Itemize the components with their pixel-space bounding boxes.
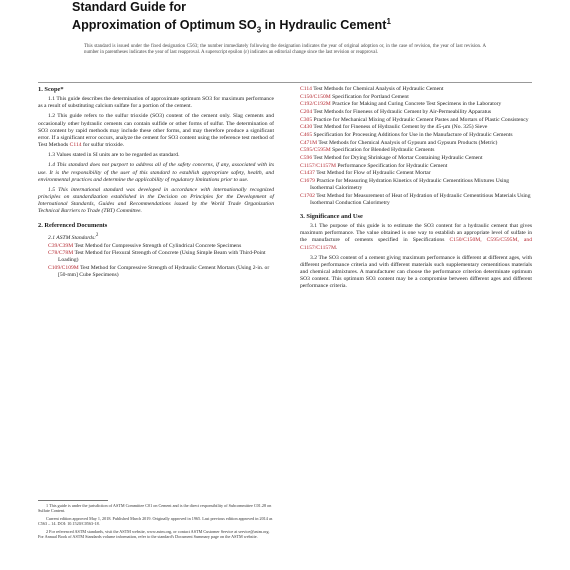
footnote-divider	[38, 500, 108, 501]
reference-item	[300, 178, 532, 192]
left-column	[38, 86, 274, 280]
left-reference-list	[38, 243, 274, 280]
scope-heading: 1. Scope*	[38, 86, 64, 93]
reference-title: Specification for Processing Additions for Use in the Manufacture of Hydraulic Cements	[312, 131, 513, 138]
reference-item	[300, 132, 532, 139]
link-c114[interactable]: C114	[69, 142, 82, 149]
reference-title: Specification for Portland Cement	[330, 93, 409, 100]
reference-title: Test Method for Drying Shrinkage of Mortar Containing Hydraulic Cement	[312, 154, 483, 161]
title-line-2: Approximation of Optimum $SO_3$ in Hydraulic Cement$^1$	[72, 16, 391, 35]
para-1-4: 1.4 This standard does not purport to address all of the safety concerns, if any, associated with its use. It is the responsibility of the user of this standard to establish appropriate safety, health, and environmental practices and determine the applicability of regulatory limitations prior to use.	[38, 162, 274, 183]
reference-item	[300, 101, 532, 108]
title-block	[72, 0, 542, 38]
right-reference-list	[300, 86, 532, 207]
reference-code-link[interactable]: C78/C78M	[48, 250, 74, 257]
footnote-1b: Current edition approved May 1, 2018. Published March 2019. Originally approved in 1965. Last previous edition approved in 2014 as C563 – 14. DOI: 10.1520/C0563-18.	[38, 515, 273, 527]
reference-title: Test Methods for Fineness of Hydraulic Cement by Air-Permeability Apparatus	[312, 108, 492, 115]
reference-code-link[interactable]: C39/C39M	[48, 242, 74, 249]
reference-code-link[interactable]: C204	[300, 108, 313, 115]
right-column	[300, 86, 532, 294]
reference-item	[300, 193, 532, 207]
reference-item	[300, 117, 532, 124]
reference-item	[300, 109, 532, 116]
reference-code-link[interactable]: C1702	[300, 192, 315, 199]
reference-title: Test Methods for Chemical Analysis of Gypsum and Gypsum Products (Metric)	[317, 139, 498, 146]
reference-title: Test Method for Compressive Strength of Hydraulic Cement Mortars (Using 2-in. or [50-mm] Cube Specimens)	[58, 265, 270, 279]
reference-title: Performance Specification for Hydraulic Cement	[335, 162, 448, 169]
reference-title: Test Method for Measurement of Heat of Hydration of Hydraulic Cementitious Materials Using Isothermal Conduction Calorimetry	[310, 192, 531, 206]
reference-item	[300, 124, 532, 131]
reference-title: Practice for Making and Curing Concrete Test Specimens in the Laboratory	[330, 101, 502, 108]
reference-code-link[interactable]: C1437	[300, 170, 315, 177]
reference-title: Specification for Blended Hydraulic Cements	[330, 147, 435, 154]
reference-code-link[interactable]: C1679	[300, 177, 315, 184]
para-3-2: 3.2 The SO3 content of a cement giving maximum performance is different at different ages, with different performance criteria and with different materials such supplementary cementitious materials and chemical admixtures. A manufacturer can choose the performance criterion determinate optimum SO3 content. This optimum SO3 content may be a compromise between different ages and different performance criteria.	[300, 254, 532, 290]
reference-item	[300, 140, 532, 147]
reference-item	[300, 94, 532, 101]
reference-code-link[interactable]: C465	[300, 131, 313, 138]
astm-standards-label: 2.1 ASTM Standards:$^2$	[48, 232, 99, 241]
footnotes	[38, 503, 274, 541]
header-divider	[38, 82, 532, 83]
reference-item	[38, 243, 274, 250]
reference-item	[300, 147, 532, 154]
reference-item	[300, 170, 532, 177]
reference-code-link[interactable]: C595/C595M	[300, 147, 331, 154]
reference-title: Test Method for Flow of Hydraulic Cement Mortar	[314, 170, 431, 177]
referenced-documents-heading: 2. Referenced Documents	[38, 221, 108, 229]
link-specifications[interactable]: C150/C150M, C595/C595M, and C1157/C1157M	[300, 237, 532, 251]
reference-item	[38, 265, 274, 279]
footnote-1: 1 This guide is under the jurisdiction of ASTM Committee C01 on Cement and is the direct responsibility of Subcommittee C01.28 on Sulfate Content.	[38, 503, 272, 514]
reference-code-link[interactable]: C596	[300, 154, 313, 161]
reference-code-link[interactable]: C150/C150M	[300, 93, 331, 100]
reference-code-link[interactable]: C430	[300, 124, 313, 131]
significance-heading: 3. Significance and Use	[300, 213, 363, 220]
para-1-3: 1.3 Values stated in SI units are to be regarded as standard.	[48, 152, 180, 159]
designation-note: This standard is issued under the fixed designation C563; the number immediately following the designation indicates the year of original adoption or, in the case of revision, the year of last revision. A number in parentheses indicates the year of last reapproval. A superscript epsilon (ε) indicates an editorial change since the last revision or reapproval.	[84, 44, 486, 56]
para-1-2: 1.2 This guide refers to the sulfur trioxide (SO3) content of the cement only. Slag cements and occasionally other hydraulic cements can contain sulfide or other forms of sulfur. The determination of SO3 content by rapid methods may include these other forms, and may therefore produce a significant error. If a significant error occurs, analyze the cement for SO3 content using the reference test method of Test Methods C114 for sulfur trioxide.	[38, 113, 274, 149]
para-3-1: 3.1 The purpose of this guide is to estimate the SO3 content for a hydraulic cement that gives maximum performance. The value obtained is one way to establish an appropriate level of sulfate in the manufacture of cements specified in Specifications C150/C150M, C595/C595M, and C1157/C1157M.	[300, 223, 532, 251]
reference-code-link[interactable]: C114	[300, 86, 312, 92]
reference-title: Test Method for Flexural Strength of Concrete (Using Simple Beam with Third-Point Loading)	[58, 250, 266, 264]
reference-title: Test Methods for Chemical Analysis of Hydraulic Cement	[311, 86, 444, 92]
reference-code-link[interactable]: C192/C192M	[300, 101, 331, 108]
para-1-5: 1.5 This international standard was developed in accordance with internationally recognized principles on standardization established in the Decision on Principles for the Development of International Standards, Guides and Recommendations issued by the World Trade Organization Technical Barriers to Trade (TBT) Committee.	[38, 186, 274, 215]
reference-code-link[interactable]: C109/C109M	[48, 265, 79, 272]
title-line-1: Standard Guide for	[72, 0, 187, 14]
reference-title: Practice for Measuring Hydration Kinetics of Hydraulic Cementitious Mixtures Using Isothermal Calorimetry	[310, 177, 510, 192]
footnote-2: 2 For referenced ASTM standards, visit the ASTM website, www.astm.org, or contact ASTM Customer Service at service@astm.org. For Annual Book of ASTM Standards volume information, refer to the standard's Document Summary page on the ASTM website.	[38, 528, 270, 540]
reference-title: Test Method for Fineness of Hydraulic Cement by the 45-μm (No. 325) Sieve	[312, 124, 488, 131]
reference-code-link[interactable]: C1157/C1157M	[300, 162, 336, 169]
reference-code-link[interactable]: C471M	[300, 139, 318, 146]
para-1-1: 1.1 This guide describes the determination of approximate optimum SO3 for maximum performance as a result of substituting calcium sulfate for a portion of the cement.	[38, 96, 274, 110]
reference-item	[300, 86, 532, 93]
reference-code-link[interactable]: C305	[300, 116, 313, 123]
reference-item	[300, 163, 532, 170]
reference-title: Practice for Mechanical Mixing of Hydraulic Cement Pastes and Mortars of Plastic Consistency	[312, 116, 529, 123]
reference-item	[300, 155, 532, 162]
reference-title: Test Method for Compressive Strength of Cylindrical Concrete Specimens	[73, 242, 242, 249]
reference-item	[38, 250, 274, 264]
